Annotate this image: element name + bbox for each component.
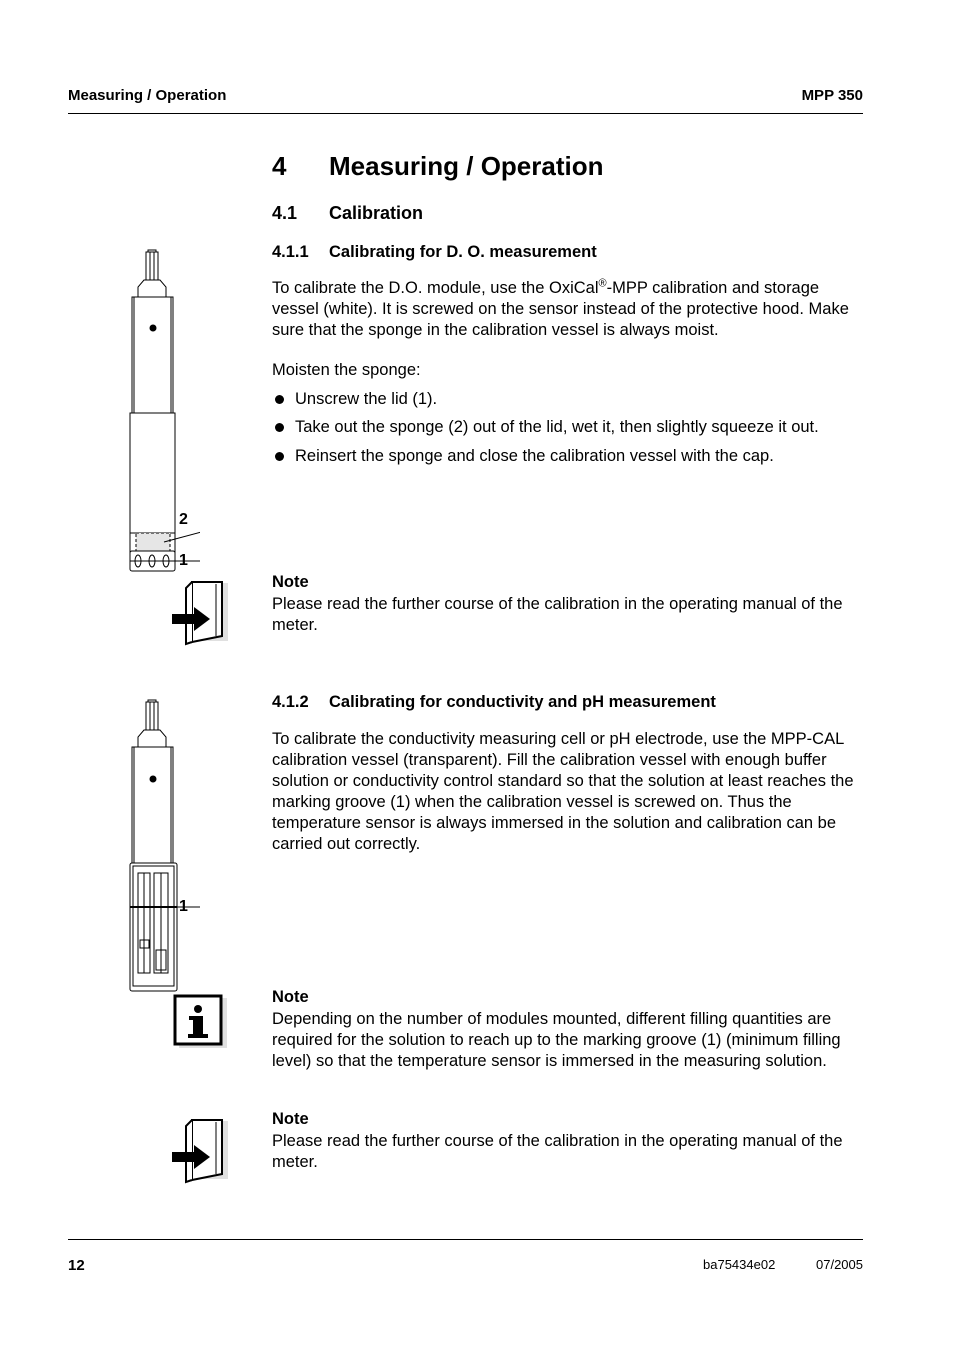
paragraph-text-end: -MPP calibration and storage vessel (white). It is screwed on the sensor instead of the protective hood. Make sure that the sponge in the calibration vessel is always moist. [272,279,849,339]
figure-callout-1: 1 [179,552,188,569]
section-title: Calibration [329,203,424,223]
running-header-title: Measuring / Operation [68,87,227,104]
conductivity-calibration-paragraph: To calibrate the conductivity measuring cell or pH electrode, use the MPP-CAL calibration vessel (transparent). Fill the calibration vessel with enough buffer solution or conductivity control standard so that the solution at least reaches the marking groove (1) when the calibration vessel is screwed on. Thus the temperature sensor is always immersed in the solution and calibration can be carried out correctly. [272,730,854,853]
page-number: 12 [68,1257,85,1274]
manual-reference-icon [170,580,230,646]
sensor-cal-vessel-figure [60,695,200,995]
sensor-do-vessel-figure [60,245,200,580]
note-text: Depending on the number of modules mounted, different filling quantities are required for the solution to reach up to the marking groove (1) (minimum filling level) so that the temperature sensor is immersed in the measuring solution. [272,1010,841,1070]
do-calibration-paragraph [272,278,864,341]
bullet-icon [275,395,284,404]
paragraph-text-start: To calibrate the D.O. module, use the OxiCal [272,279,599,297]
document-id: ba75434e02 [703,1257,776,1272]
sponge-intro: Moisten the sponge: [272,361,421,379]
registered-mark: ® [598,277,607,290]
note-title: Note [272,988,309,1006]
footer-rule [68,1239,863,1240]
note-text: Please read the further course of the calibration in the operating manual of the meter. [272,595,843,634]
manual-reference-icon [170,1118,230,1184]
document-date: 07/2005 [816,1257,863,1272]
list-item-text: Take out the sponge (2) out of the lid, wet it, then slightly squeeze it out. [295,418,819,436]
header-rule [68,113,863,114]
list-item-text: Unscrew the lid (1). [295,390,438,408]
bullet-icon [275,423,284,432]
subsection-title: Calibrating for conductivity and pH measurement [329,693,716,711]
subsection-title: Calibrating for D. O. measurement [329,243,597,261]
subsection-number: 4.1.2 [272,693,309,711]
chapter-number: 4 [272,151,287,181]
figure-callout-2: 2 [179,511,188,528]
running-header-model: MPP 350 [801,87,863,104]
bullet-icon [275,452,284,461]
note-title: Note [272,1110,309,1128]
chapter-title: Measuring / Operation [329,151,604,181]
note-text: Please read the further course of the calibration in the operating manual of the meter. [272,1132,843,1171]
figure-callout-1: 1 [179,898,188,915]
subsection-number: 4.1.1 [272,243,309,261]
information-icon [173,994,229,1050]
list-item-text: Reinsert the sponge and close the calibration vessel with the cap. [295,447,774,465]
section-number: 4.1 [272,203,298,223]
note-title: Note [272,573,309,591]
